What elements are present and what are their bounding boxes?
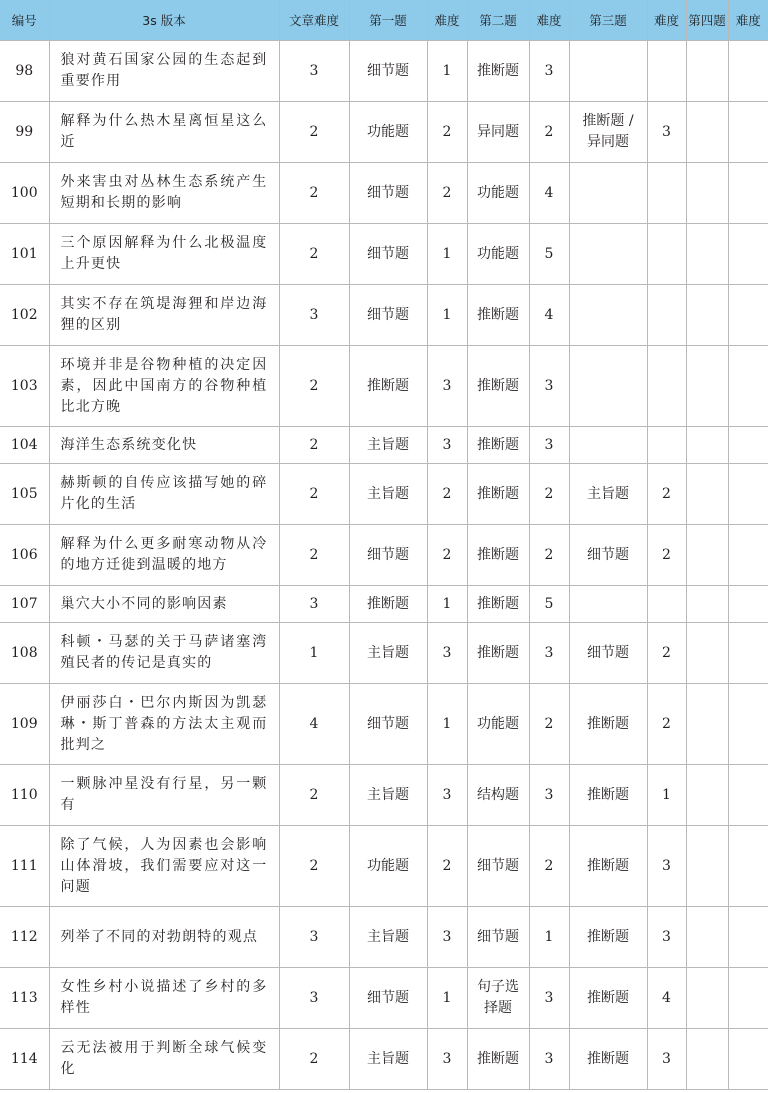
cell-title: 赫斯顿的自传应该描写她的碎片化的生活 (49, 464, 279, 525)
cell-q1-type: 细节题 (349, 525, 427, 586)
cell-q1-type: 细节题 (349, 163, 427, 224)
cell-q4-difficulty (728, 826, 768, 907)
cell-q1-type: 功能题 (349, 826, 427, 907)
cell-q1-type: 主旨题 (349, 464, 427, 525)
cell-q4-type (686, 464, 728, 525)
table-row (0, 826, 768, 907)
cell-q3-type (569, 285, 647, 346)
cell-q1-difficulty: 1 (427, 684, 467, 765)
cell-id: 113 (0, 968, 49, 1029)
cell-article-difficulty: 2 (279, 427, 349, 464)
cell-q2-difficulty: 3 (529, 623, 569, 684)
cell-q1-difficulty: 2 (427, 525, 467, 586)
cell-q1-difficulty: 2 (427, 102, 467, 163)
cell-q2-type: 推断题 (467, 586, 529, 623)
cell-q3-difficulty: 4 (647, 968, 686, 1029)
cell-article-difficulty: 2 (279, 826, 349, 907)
cell-q4-difficulty (728, 102, 768, 163)
cell-q4-difficulty (728, 427, 768, 464)
cell-title: 解释为什么热木星离恒星这么近 (49, 102, 279, 163)
table-row (0, 41, 768, 102)
cell-article-difficulty: 3 (279, 968, 349, 1029)
cell-q3-type (569, 427, 647, 464)
cell-q1-type: 主旨题 (349, 907, 427, 968)
cell-q3-type: 推断题 (569, 826, 647, 907)
cell-q4-difficulty (728, 224, 768, 285)
cell-q2-type: 推断题 (467, 525, 529, 586)
cell-title: 外来害虫对丛林生态系统产生短期和长期的影响 (49, 163, 279, 224)
header-q4-difficulty: 难度 (728, 0, 768, 41)
cell-q1-type: 主旨题 (349, 765, 427, 826)
table-row (0, 525, 768, 586)
cell-q1-difficulty: 1 (427, 968, 467, 1029)
cell-q1-difficulty: 3 (427, 1029, 467, 1090)
cell-q4-type (686, 102, 728, 163)
cell-q1-type: 细节题 (349, 224, 427, 285)
cell-q3-type (569, 163, 647, 224)
cell-q2-type: 推断题 (467, 41, 529, 102)
cell-q1-type: 推断题 (349, 586, 427, 623)
cell-q4-type (686, 586, 728, 623)
cell-title: 伊丽莎白・巴尔内斯因为凯瑟琳・斯丁普森的方法太主观而批判之 (49, 684, 279, 765)
cell-article-difficulty: 3 (279, 586, 349, 623)
cell-q1-type: 主旨题 (349, 427, 427, 464)
cell-q3-difficulty (647, 224, 686, 285)
cell-q1-difficulty: 2 (427, 163, 467, 224)
cell-q3-difficulty (647, 41, 686, 102)
cell-q4-difficulty (728, 968, 768, 1029)
cell-q3-difficulty (647, 346, 686, 427)
cell-q4-difficulty (728, 684, 768, 765)
cell-id: 110 (0, 765, 49, 826)
table-row (0, 623, 768, 684)
cell-q2-type: 推断题 (467, 464, 529, 525)
cell-q4-type (686, 907, 728, 968)
cell-q2-difficulty: 3 (529, 346, 569, 427)
cell-q1-difficulty: 3 (427, 907, 467, 968)
header-q2: 第二题 (467, 0, 529, 41)
cell-q1-type: 细节题 (349, 41, 427, 102)
cell-q1-type: 细节题 (349, 968, 427, 1029)
cell-q3-difficulty: 2 (647, 525, 686, 586)
cell-q3-type: 细节题 (569, 525, 647, 586)
cell-q4-type (686, 346, 728, 427)
cell-id: 114 (0, 1029, 49, 1090)
cell-q1-type: 细节题 (349, 285, 427, 346)
cell-title: 解释为什么更多耐寒动物从冷的地方迁徙到温暖的地方 (49, 525, 279, 586)
header-q3-difficulty: 难度 (647, 0, 686, 41)
cell-q4-type (686, 163, 728, 224)
table-row (0, 586, 768, 623)
table-row (0, 346, 768, 427)
cell-q4-type (686, 224, 728, 285)
cell-q4-type (686, 765, 728, 826)
cell-id: 103 (0, 346, 49, 427)
table-row (0, 224, 768, 285)
cell-q2-type: 推断题 (467, 623, 529, 684)
cell-q4-type (686, 1029, 728, 1090)
cell-q3-difficulty: 2 (647, 623, 686, 684)
cell-q3-type (569, 224, 647, 285)
cell-title: 列举了不同的对勃朗特的观点 (49, 907, 279, 968)
cell-q1-difficulty: 2 (427, 464, 467, 525)
cell-q4-type (686, 968, 728, 1029)
cell-q1-difficulty: 1 (427, 285, 467, 346)
cell-q2-difficulty: 3 (529, 427, 569, 464)
cell-q3-difficulty (647, 586, 686, 623)
header-row (0, 0, 768, 41)
table-row (0, 1029, 768, 1090)
cell-q2-type: 细节题 (467, 826, 529, 907)
cell-q2-type: 推断题 (467, 1029, 529, 1090)
cell-q3-type: 推断题 (569, 1029, 647, 1090)
cell-q3-type: 推断题 (569, 968, 647, 1029)
header-title: 3s 版本 (49, 0, 279, 41)
cell-q2-difficulty: 2 (529, 684, 569, 765)
header-q1: 第一题 (349, 0, 427, 41)
table-row (0, 968, 768, 1029)
cell-q3-difficulty (647, 285, 686, 346)
cell-q2-difficulty: 2 (529, 102, 569, 163)
cell-article-difficulty: 2 (279, 346, 349, 427)
cell-title: 一颗脉冲星没有行星，另一颗有 (49, 765, 279, 826)
cell-title: 云无法被用于判断全球气候变化 (49, 1029, 279, 1090)
cell-id: 99 (0, 102, 49, 163)
cell-q1-type: 主旨题 (349, 1029, 427, 1090)
cell-q3-type: 推断题 (569, 684, 647, 765)
cell-q3-difficulty: 3 (647, 907, 686, 968)
cell-q4-difficulty (728, 586, 768, 623)
header-id: 编号 (0, 0, 49, 41)
cell-article-difficulty: 2 (279, 765, 349, 826)
cell-q3-difficulty: 3 (647, 826, 686, 907)
cell-q2-difficulty: 5 (529, 224, 569, 285)
cell-q4-type (686, 525, 728, 586)
cell-q3-type: 细节题 (569, 623, 647, 684)
cell-article-difficulty: 2 (279, 1029, 349, 1090)
table-row (0, 907, 768, 968)
cell-q2-type: 细节题 (467, 907, 529, 968)
cell-q1-difficulty: 2 (427, 826, 467, 907)
cell-q3-difficulty: 2 (647, 684, 686, 765)
cell-article-difficulty: 2 (279, 464, 349, 525)
cell-title: 三个原因解释为什么北极温度上升更快 (49, 224, 279, 285)
table-row (0, 285, 768, 346)
cell-q2-difficulty: 2 (529, 826, 569, 907)
cell-title: 巢穴大小不同的影响因素 (49, 586, 279, 623)
cell-q1-type: 功能题 (349, 102, 427, 163)
cell-article-difficulty: 3 (279, 907, 349, 968)
cell-article-difficulty: 2 (279, 525, 349, 586)
cell-title: 其实不存在筑堤海狸和岸边海狸的区别 (49, 285, 279, 346)
cell-q2-type: 句子选择题 (467, 968, 529, 1029)
cell-q1-type: 主旨题 (349, 623, 427, 684)
cell-id: 112 (0, 907, 49, 968)
cell-q2-difficulty: 3 (529, 765, 569, 826)
cell-q4-difficulty (728, 1029, 768, 1090)
cell-article-difficulty: 4 (279, 684, 349, 765)
cell-q1-type: 推断题 (349, 346, 427, 427)
cell-q3-type: 推断题 / 异同题 (569, 102, 647, 163)
cell-title: 狼对黄石国家公园的生态起到重要作用 (49, 41, 279, 102)
cell-q2-difficulty: 3 (529, 1029, 569, 1090)
cell-q4-difficulty (728, 765, 768, 826)
cell-article-difficulty: 2 (279, 224, 349, 285)
cell-id: 106 (0, 525, 49, 586)
cell-article-difficulty: 3 (279, 41, 349, 102)
cell-q2-difficulty: 4 (529, 163, 569, 224)
cell-q4-type (686, 684, 728, 765)
cell-q4-difficulty (728, 41, 768, 102)
cell-q2-type: 结构题 (467, 765, 529, 826)
cell-q4-type (686, 623, 728, 684)
header-q4: 第四题 (686, 0, 728, 41)
cell-q3-type: 推断题 (569, 907, 647, 968)
cell-title: 环境并非是谷物种植的决定因素，因此中国南方的谷物种植比北方晚 (49, 346, 279, 427)
cell-q4-type (686, 285, 728, 346)
cell-q3-difficulty: 2 (647, 464, 686, 525)
cell-q2-difficulty: 1 (529, 907, 569, 968)
cell-q4-difficulty (728, 163, 768, 224)
cell-id: 104 (0, 427, 49, 464)
cell-q2-type: 异同题 (467, 102, 529, 163)
table-row (0, 427, 768, 464)
table-row (0, 163, 768, 224)
cell-id: 98 (0, 41, 49, 102)
cell-q3-type (569, 346, 647, 427)
cell-q2-type: 推断题 (467, 427, 529, 464)
cell-title: 女性乡村小说描述了乡村的多样性 (49, 968, 279, 1029)
table-row (0, 765, 768, 826)
cell-q4-type (686, 826, 728, 907)
cell-article-difficulty: 2 (279, 102, 349, 163)
header-q2-difficulty: 难度 (529, 0, 569, 41)
cell-q4-type (686, 427, 728, 464)
cell-q2-difficulty: 2 (529, 525, 569, 586)
cell-article-difficulty: 3 (279, 285, 349, 346)
cell-q1-difficulty: 3 (427, 346, 467, 427)
cell-id: 107 (0, 586, 49, 623)
cell-q2-difficulty: 2 (529, 464, 569, 525)
cell-q4-difficulty (728, 623, 768, 684)
cell-q2-type: 推断题 (467, 346, 529, 427)
cell-q4-difficulty (728, 346, 768, 427)
cell-q4-difficulty (728, 907, 768, 968)
cell-q4-type (686, 41, 728, 102)
cell-id: 101 (0, 224, 49, 285)
cell-q2-difficulty: 3 (529, 41, 569, 102)
cell-article-difficulty: 2 (279, 163, 349, 224)
cell-q4-difficulty (728, 285, 768, 346)
cell-title: 海洋生态系统变化快 (49, 427, 279, 464)
cell-q3-difficulty: 3 (647, 102, 686, 163)
cell-q1-difficulty: 3 (427, 427, 467, 464)
cell-id: 100 (0, 163, 49, 224)
cell-title: 科顿・马瑟的关于马萨诸塞湾殖民者的传记是真实的 (49, 623, 279, 684)
cell-id: 109 (0, 684, 49, 765)
cell-id: 105 (0, 464, 49, 525)
cell-q2-difficulty: 5 (529, 586, 569, 623)
table-row (0, 464, 768, 525)
cell-q1-difficulty: 3 (427, 623, 467, 684)
cell-q3-difficulty (647, 163, 686, 224)
cell-q3-difficulty: 1 (647, 765, 686, 826)
cell-q3-type: 推断题 (569, 765, 647, 826)
cell-q2-type: 功能题 (467, 163, 529, 224)
cell-q3-difficulty: 3 (647, 1029, 686, 1090)
cell-q1-difficulty: 1 (427, 586, 467, 623)
cell-q1-difficulty: 3 (427, 765, 467, 826)
cell-id: 108 (0, 623, 49, 684)
header-q3: 第三题 (569, 0, 647, 41)
table-row (0, 102, 768, 163)
cell-q4-difficulty (728, 464, 768, 525)
cell-id: 102 (0, 285, 49, 346)
cell-q2-type: 推断题 (467, 285, 529, 346)
table-row (0, 684, 768, 765)
header-article-difficulty: 文章难度 (279, 0, 349, 41)
cell-article-difficulty: 1 (279, 623, 349, 684)
cell-q3-difficulty (647, 427, 686, 464)
cell-q4-difficulty (728, 525, 768, 586)
cell-q1-type: 细节题 (349, 684, 427, 765)
header-q1-difficulty: 难度 (427, 0, 467, 41)
cell-q3-type (569, 586, 647, 623)
cell-q1-difficulty: 1 (427, 224, 467, 285)
cell-q2-type: 功能题 (467, 224, 529, 285)
cell-q3-type (569, 41, 647, 102)
cell-q2-difficulty: 4 (529, 285, 569, 346)
cell-q3-type: 主旨题 (569, 464, 647, 525)
cell-title: 除了气候，人为因素也会影响山体滑坡，我们需要应对这一问题 (49, 826, 279, 907)
cell-q1-difficulty: 1 (427, 41, 467, 102)
cell-q2-type: 功能题 (467, 684, 529, 765)
cell-id: 111 (0, 826, 49, 907)
cell-q2-difficulty: 3 (529, 968, 569, 1029)
